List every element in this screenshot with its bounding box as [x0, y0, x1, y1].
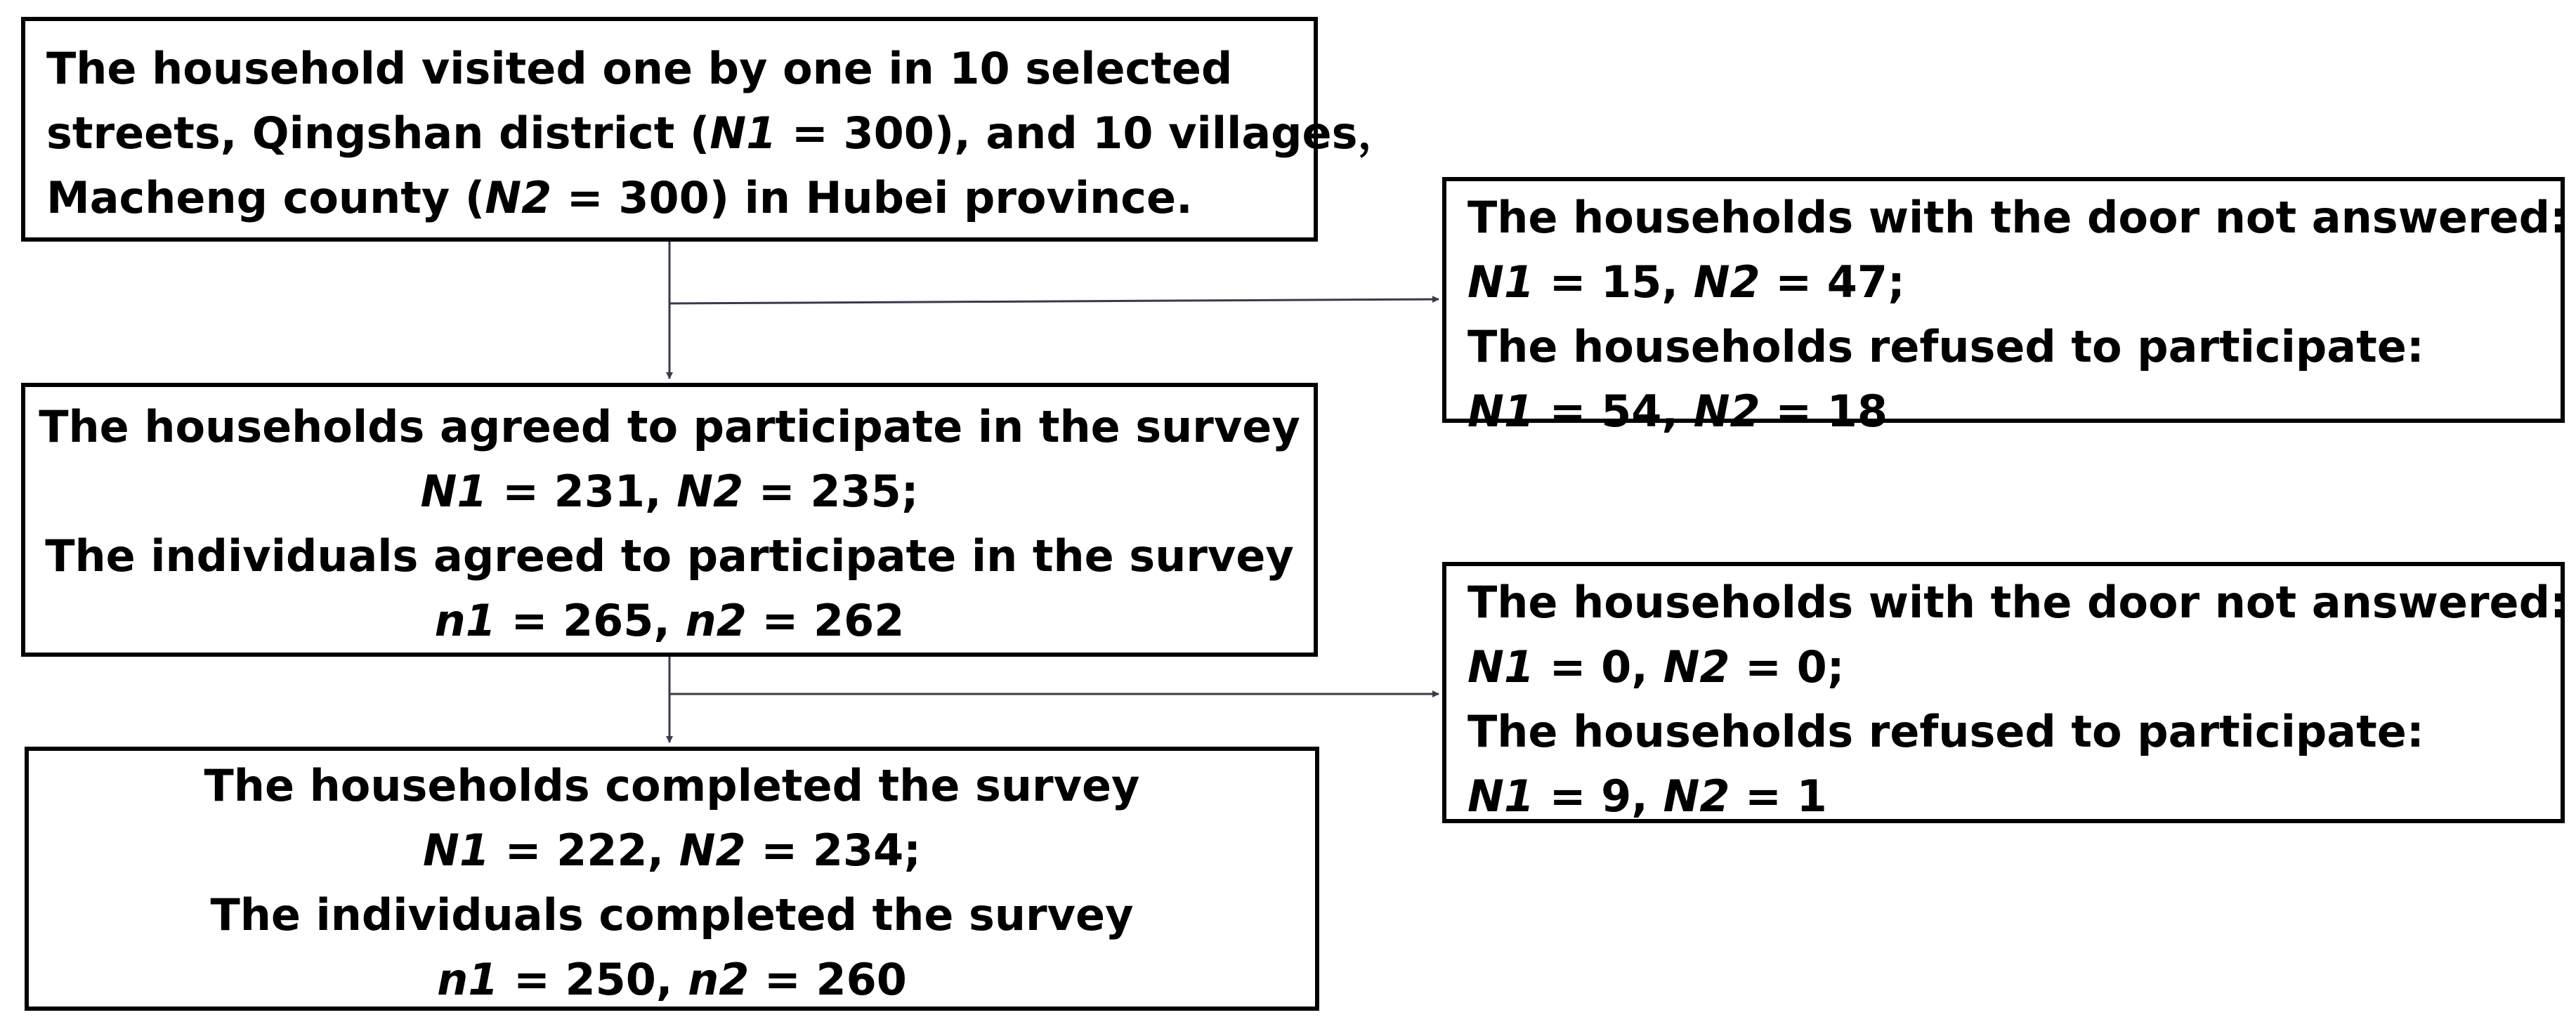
box-exclusion-second-stage: [1442, 562, 2568, 823]
box-agreed-line-2: N1 = 231, N2 = 235;: [420, 466, 919, 517]
box-excl-1-line-3: The households refused to participate:: [1467, 321, 2424, 372]
box-completed-survey: [25, 747, 1319, 1011]
box-excl-2-line-1: The households with the door not answered:: [1467, 577, 2568, 628]
box-agreed-to-participate: [21, 383, 1318, 657]
box-completed-line-1: The households completed the survey: [204, 760, 1140, 811]
arrow-to-exclusion-1: [669, 299, 1439, 303]
box-excl-2-line-4: N1 = 9, N2 = 1: [1467, 771, 1827, 822]
box-excl-2-line-2: N1 = 0, N2 = 0;: [1467, 641, 1845, 693]
box-agreed-line-4: n1 = 265, n2 = 262: [434, 595, 905, 646]
box-agreed-line-3: The individuals agreed to participate in the survey: [45, 530, 1294, 582]
box-start-line-3: Macheng county (N2 = 300) in Hubei province.: [46, 172, 1193, 223]
box-excl-2-line-3: The households refused to participate:: [1467, 706, 2424, 757]
box-excl-1-line-2: N1 = 15, N2 = 47;: [1467, 256, 1905, 308]
box-excl-1-line-4: N1 = 54, N2 = 18: [1467, 386, 1888, 437]
box-completed-line-4: n1 = 250, n2 = 260: [437, 954, 907, 1005]
box-start-line-1: The household visited one by one in 10 selected: [46, 43, 1233, 94]
box-agreed-line-1: The households agreed to participate in the survey: [39, 401, 1300, 452]
box-excl-1-line-1: The households with the door not answered:: [1467, 192, 2568, 243]
box-start-line-2: streets, Qingshan district (N1 = 300), and 10 villages，: [46, 107, 1401, 159]
box-households-visited: [21, 17, 1401, 242]
box-completed-line-2: N1 = 222, N2 = 234;: [422, 825, 922, 876]
box-exclusion-first-stage: [1442, 177, 2568, 437]
box-completed-line-3: The individuals completed the survey: [210, 889, 1134, 940]
